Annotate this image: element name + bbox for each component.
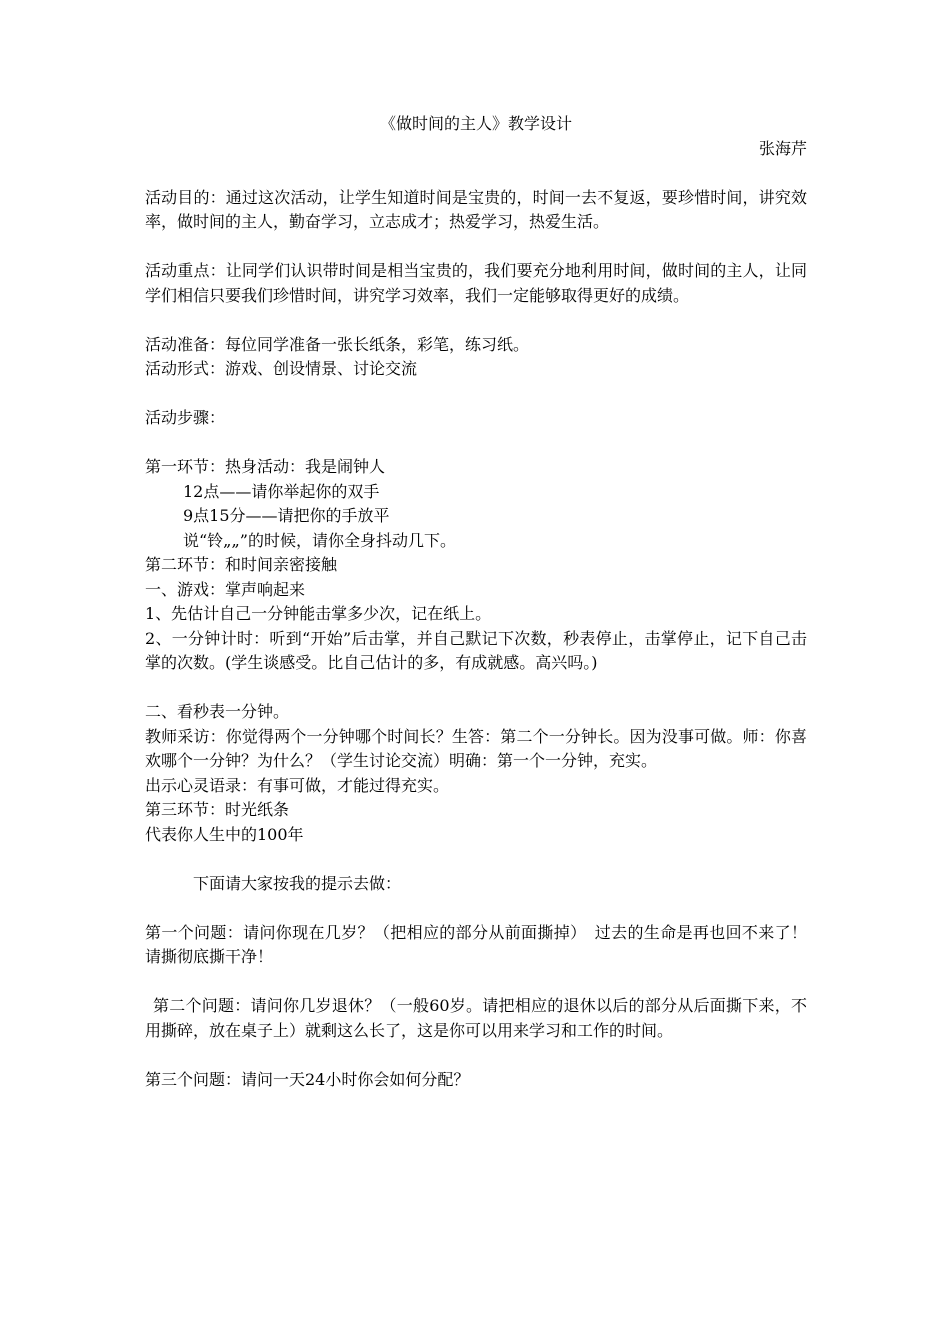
subheading-game-clap: 一、游戏：掌声响起来 [145, 579, 306, 599]
subheading-stopwatch: 二、看秒表一分钟。 [145, 702, 290, 721]
list-item-timing: 2、一分钟计时：听到“开始”后击掌，并自己默记下次数，秒表停止，击掌停止，记下自己击掌的次数。(学生谈感受。比自己估计的多，有成就感。高兴吗。) [145, 628, 807, 672]
document-title: 《做时间的主人》教学设计 [379, 114, 572, 133]
section-heading-step-2: 第二环节：和时间亲密接触 [145, 555, 338, 574]
blank-line [145, 1043, 807, 1068]
blank-line [145, 676, 807, 701]
paragraph-question-3: 第三个问题：请问一天24小时你会如何分配？ [145, 1069, 470, 1089]
blank-line [145, 847, 807, 872]
blank-line [145, 382, 807, 407]
paragraph-question-1: 第一个问题：请问你现在几岁？（把相应的部分从前面撕掉） 过去的生命是再也回不来了！请撕彻底撕干净！ [145, 922, 807, 966]
blank-line [145, 896, 807, 921]
paragraph-instructions: 下面请大家按我的提示去做： [193, 873, 402, 893]
step-1-line-12: 12点——请你举起你的双手 [183, 481, 380, 501]
blank-line [145, 235, 807, 260]
blank-line [145, 161, 807, 186]
paragraph-activity-goal: 活动目的：通过这次活动，让学生知道时间是宝贵的，时间一去不复返，要珍惜时间，讲究效率，做时间的主人，勤奋学习，立志成才；热爱学习，热爱生活。 [145, 187, 807, 231]
paragraph-activity-preparation: 活动准备：每位同学准备一张长纸条，彩笔，练习纸。 [145, 334, 530, 354]
blank-line [145, 308, 807, 333]
paragraph-activity-focus: 活动重点：让同学们认识带时间是相当宝贵的，我们要充分地利用时间，做时间的主人，让同学们相信只要我们珍惜时间，讲究学习效率，我们一定能够取得更好的成绩。 [145, 261, 807, 305]
paragraph-activity-format: 活动形式：游戏、创设情景、讨论交流 [145, 359, 418, 378]
paragraph-hundred-years: 代表你人生中的100年 [145, 824, 304, 844]
paragraph-quote: 出示心灵语录：有事可做，才能过得充实。 [145, 775, 450, 795]
paragraph-teacher-interview: 教师采访：你觉得两个一分钟哪个时间长？生答：第二个一分钟长。因为没事可做。师：你喜欢哪个一分钟？为什么？（学生讨论交流）明确：第一个一分钟，充实。 [145, 726, 807, 770]
paragraph-activity-steps: 活动步骤： [145, 408, 226, 427]
blank-line [145, 431, 807, 456]
section-heading-step-3: 第三环节：时光纸条 [145, 800, 290, 819]
document-author: 张海芹 [758, 138, 807, 158]
blank-line [145, 970, 807, 995]
step-1-line-915: 9点15分——请把你的手放平 [183, 506, 390, 525]
paragraph-question-2: 第二个问题：请问你几岁退休？（一般60岁。请把相应的退休以后的部分从后面撕下来，不用撕碎，放在桌子上）就剩这么长了，这是你可以用来学习和工作的时间。 [145, 996, 807, 1040]
section-heading-step-1: 第一环节：热身活动：我是闹钟人 [145, 457, 386, 476]
list-item-estimate: 1、先估计自己一分钟能击掌多少次，记在纸上。 [145, 604, 492, 623]
step-1-line-ring: 说“铃„„”的时候，请你全身抖动几下。 [183, 530, 456, 550]
document-page [145, 112, 807, 1092]
